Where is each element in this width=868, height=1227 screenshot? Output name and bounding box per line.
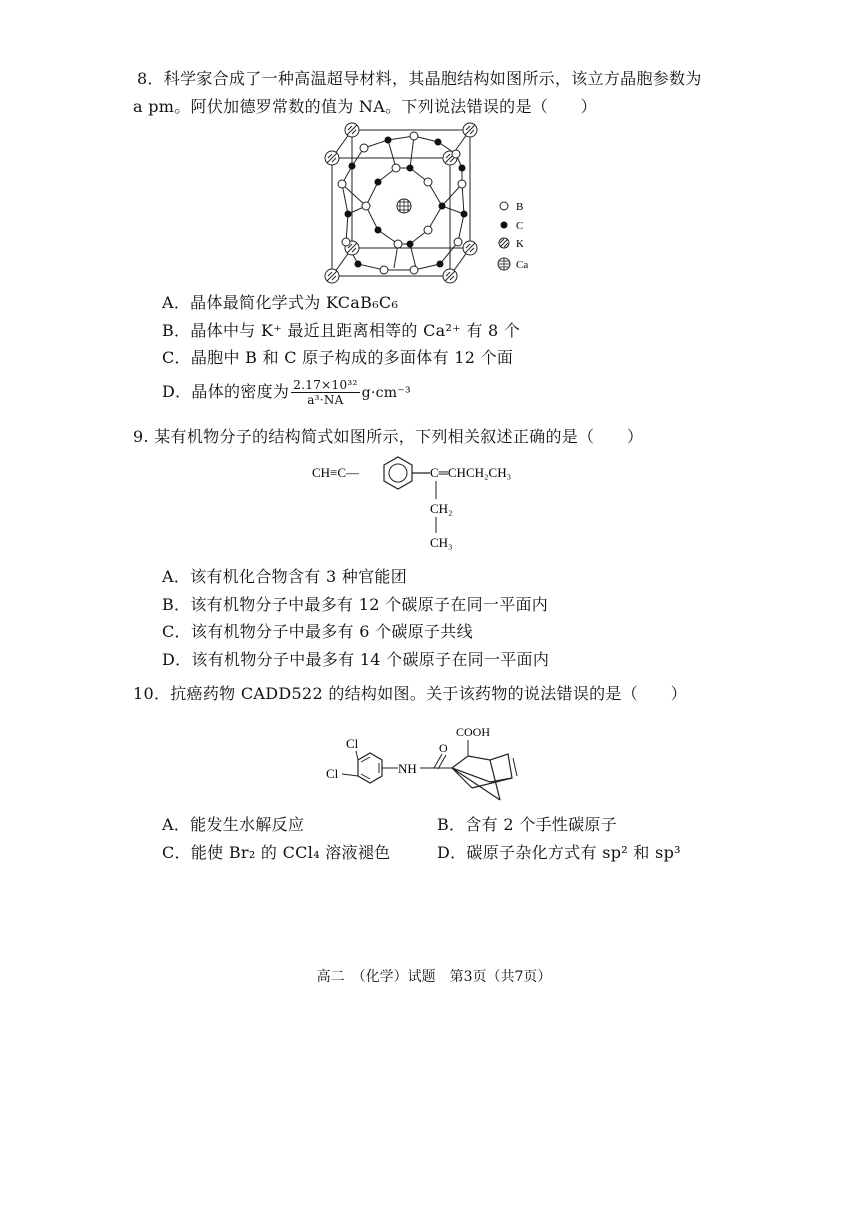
legend-c-label: C bbox=[516, 220, 524, 232]
q8-stem-line2: a pm。阿伏加德罗常数的值为 NA。下列说法错误的是（ ） bbox=[133, 97, 597, 116]
c-atom bbox=[385, 137, 392, 144]
q10-option-d: D．碳原子杂化方式有 sp² 和 sp³ bbox=[437, 843, 681, 862]
page-footer: 高二 （化学）试题 第3页（共7页） bbox=[316, 969, 552, 985]
amide-nh-label: NH bbox=[398, 761, 417, 776]
b-atom bbox=[394, 240, 402, 248]
q8-option-c: C．晶胞中 B 和 C 原子构成的多面体有 12 个面 bbox=[162, 348, 514, 367]
q9-option-c: C．该有机物分子中最多有 6 个碳原子共线 bbox=[162, 622, 473, 641]
legend-k-label: K bbox=[516, 238, 524, 250]
c-atom bbox=[435, 139, 442, 146]
c-atom bbox=[461, 211, 468, 218]
q9-option-d: D．该有机物分子中最多有 14 个碳原子在同一平面内 bbox=[162, 650, 550, 669]
c-atom bbox=[349, 163, 356, 170]
q9-option-b: B．该有机物分子中最多有 12 个碳原子在同一平面内 bbox=[162, 595, 549, 614]
alkyne-group: CH≡C— bbox=[312, 465, 360, 480]
q10-option-b: B．含有 2 个手性碳原子 bbox=[437, 815, 618, 834]
b-atom bbox=[362, 202, 370, 210]
q8-option-b: B．晶体中与 K⁺ 最近且距离相等的 Ca²⁺ 有 8 个 bbox=[162, 321, 521, 340]
c-atom bbox=[407, 165, 414, 172]
b-atom bbox=[424, 226, 432, 234]
q10-option-a: A．能发生水解反应 bbox=[162, 815, 305, 834]
c-atom bbox=[437, 261, 444, 268]
q9-structure-figure bbox=[310, 455, 550, 555]
c-atom bbox=[355, 261, 362, 268]
q8-option-d bbox=[162, 378, 411, 407]
b-atom bbox=[338, 180, 346, 188]
q8-stem-line1: 8．科学家合成了一种高温超导材料，其晶胞结构如图所示，该立方晶胞参数为 bbox=[137, 69, 702, 88]
density-fraction bbox=[291, 378, 359, 407]
legend-b-label: B bbox=[516, 201, 524, 213]
b-atom bbox=[380, 266, 388, 274]
q9-stem: 9. 某有机物分子的结构简式如图所示，下列相关叙述正确的是（ ） bbox=[133, 427, 644, 446]
b-atom bbox=[392, 164, 400, 172]
c-atom bbox=[459, 165, 466, 172]
b-atom bbox=[452, 150, 460, 158]
c-atom bbox=[345, 211, 352, 218]
b-atom bbox=[424, 178, 432, 186]
q10-stem: 10．抗癌药物 CADD522 的结构如图。关于该药物的说法错误的是（ ） bbox=[133, 684, 687, 703]
c-atom bbox=[439, 203, 446, 210]
density-unit: g·cm⁻³ bbox=[361, 385, 411, 401]
c-atom bbox=[375, 179, 382, 186]
b-atom bbox=[454, 238, 462, 246]
q8-legend bbox=[498, 201, 528, 271]
ch3-group: CH₃ bbox=[430, 535, 453, 550]
ch2-group: CH₂ bbox=[430, 501, 453, 516]
q8-option-a: A．晶体最简化学式为 KCaB₆C₆ bbox=[162, 293, 399, 312]
alkene-chain: C═CHCH₂CH₃ bbox=[430, 465, 512, 480]
legend-ca-label: Ca bbox=[516, 259, 529, 271]
q9-option-a: A．该有机化合物含有 3 种官能团 bbox=[162, 567, 408, 586]
density-numerator: 2.17×10³² bbox=[293, 378, 358, 392]
q8-crystal-cell-figure bbox=[318, 118, 548, 288]
q8-option-d-prefix: D．晶体的密度为 bbox=[162, 382, 290, 401]
b-atom bbox=[410, 132, 418, 140]
density-denominator: a³·NA bbox=[307, 393, 344, 407]
b-atom bbox=[458, 180, 466, 188]
b-atom bbox=[410, 266, 418, 274]
carboxyl-label: COOH bbox=[456, 725, 491, 739]
q10-structure-figure bbox=[326, 722, 556, 810]
chloro-label-top: Cl bbox=[346, 736, 359, 751]
q10-option-c: C．能使 Br₂ 的 CCl₄ 溶液褪色 bbox=[162, 843, 391, 862]
carbonyl-o-label: O bbox=[439, 741, 448, 755]
b-atom bbox=[342, 238, 350, 246]
b-atom bbox=[360, 144, 368, 152]
c-atom bbox=[375, 227, 382, 234]
c-atom bbox=[407, 241, 414, 248]
chloro-label-left: Cl bbox=[326, 766, 339, 781]
